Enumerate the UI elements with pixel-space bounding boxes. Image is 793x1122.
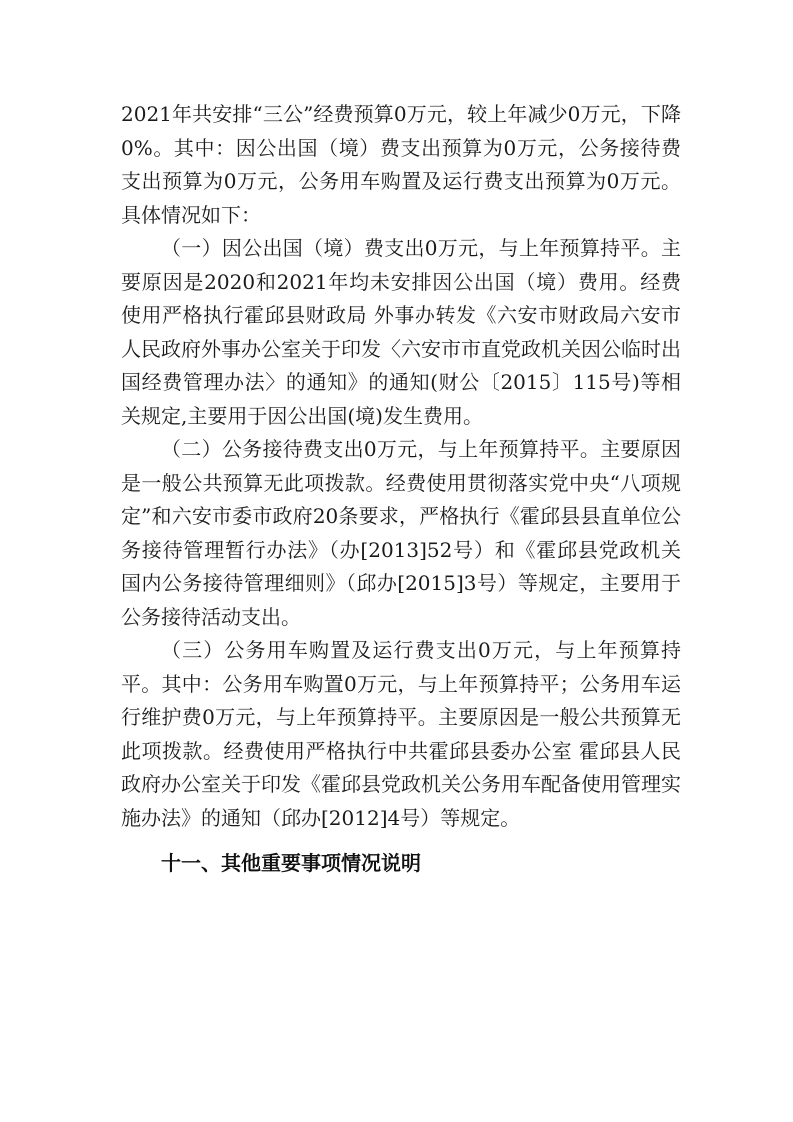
section-1-paragraph: （一）因公出国（境）费支出0万元，与上年预算持平。主要原因是2020和2021年均未安排因公出国（境）费用。经费使用严格执行霍邱县财政局 外事办转发《六安市财政局六安市人民政府外事办公室关于印发〈六安市市直党政机关因公临时出国经费管理办法〉的通知》的通知(财公〔2015〕115号)等相关规定,主要用于因公出国(境)发生费用。: [121, 236, 681, 428]
document-body: [121, 98, 681, 881]
intro-paragraph: 2021年共安排“三公”经费预算0万元，较上年减少0万元，下降0%。其中：因公出国（境）费支出预算为0万元，公务接待费支出预算为0万元，公务用车购置及运行费支出预算为0万元。具体情况如下：: [121, 102, 681, 227]
section-2-paragraph: （二）公务接待费支出0万元，与上年预算持平。主要原因是一般公共预算无此项拨款。经费使用贯彻落实党中央“八项规定”和六安市委市政府20条要求，严格执行《霍邱县县直单位公务接待管理暂行办法》（办[2013]52号）和《霍邱县党政机关国内公务接待管理细则》（邱办[2015]3号）等规定，主要用于公务接待活动支出。: [121, 437, 681, 629]
section-heading-11: 十一、其他重要事项情况说明: [161, 851, 421, 875]
section-3-paragraph: （三）公务用车购置及运行费支出0万元，与上年预算持平。其中：公务用车购置0万元，与上年预算持平；公务用车运行维护费0万元，与上年预算持平。主要原因是一般公共预算无此项拨款。经费使用严格执行中共霍邱县委办公室 霍邱县人民政府办公室关于印发《霍邱县党政机关公务用车配备使用管理实施办法》的通知（邱办[2012]4号）等规定。: [121, 638, 681, 830]
